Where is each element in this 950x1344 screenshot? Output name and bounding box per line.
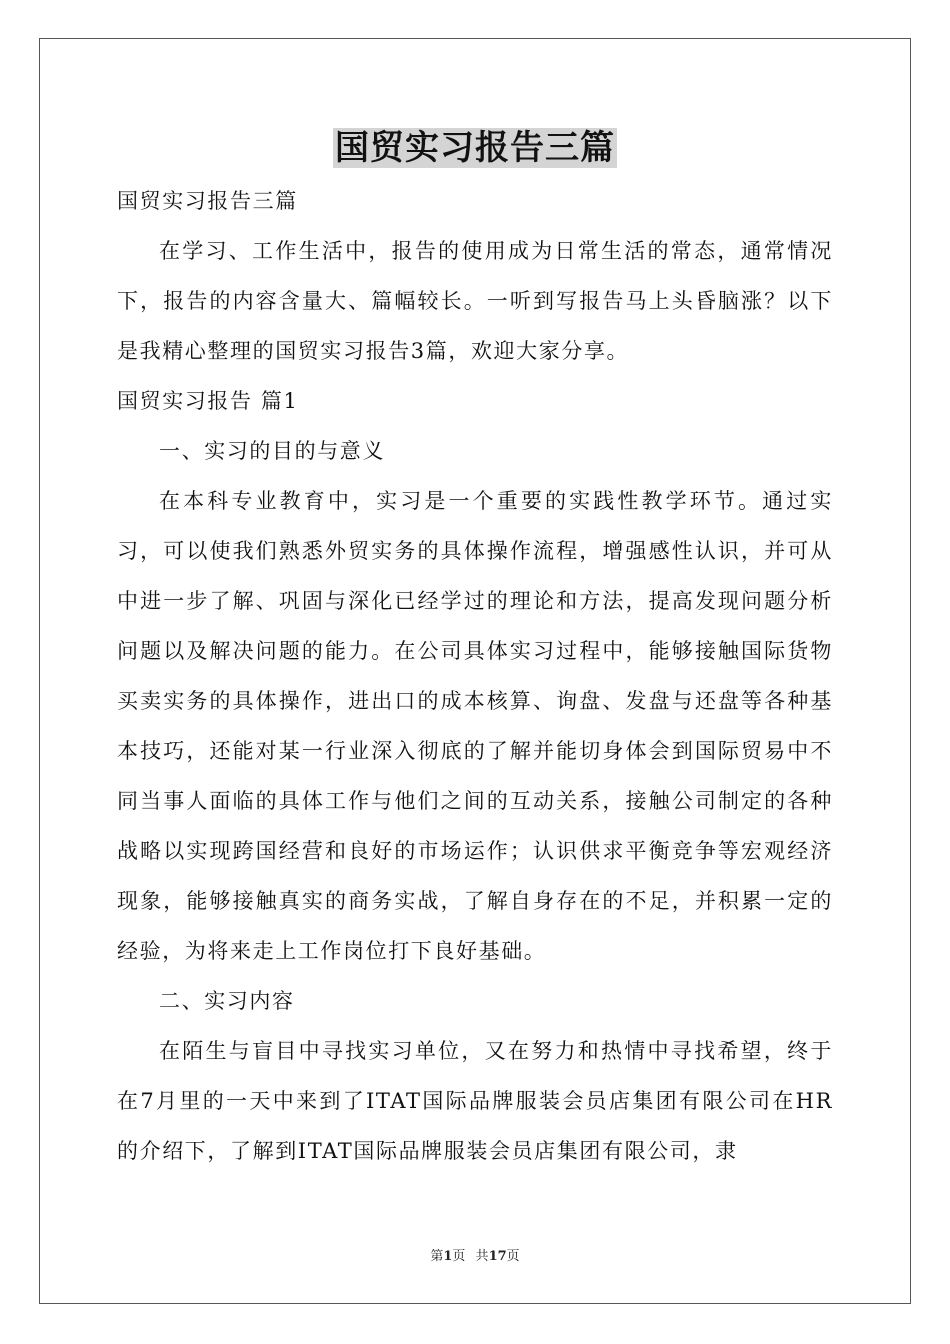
total-suffix: 页 bbox=[506, 1249, 520, 1264]
paragraph-intro: 在学习、工作生活中，报告的使用成为日常生活的常态，通常情况下，报告的内容含量大、篇幅较长。一听到写报告马上头昏脑涨？以下是我精心整理的国贸实习报告3篇，欢迎大家分享。 bbox=[117, 239, 833, 363]
total-indicator bbox=[476, 1249, 520, 1264]
page-footer bbox=[0, 1248, 950, 1266]
page-indicator bbox=[430, 1249, 465, 1264]
page-prefix: 第 bbox=[430, 1249, 444, 1264]
paragraph-purpose: 在本科专业教育中，实习是一个重要的实践性教学环节。通过实习，可以使我们熟悉外贸实务的具体操作流程，增强感性认识，并可从中进一步了解、巩固与深化已经学过的理论和方法，提高发现问题分析问题以及解决问题的能力。在公司具体实习过程中，能够接触国际货物买卖实务的具体操作，进出口的成本核算、询盘、发盘与还盘等各种基本技巧，还能对某一行业深入彻底的了解并能切身体会到国际贸易中不同当事人面临的具体工作与他们之间的互动关系，接触公司制定的各种战略以实现跨国经营和良好的市场运作；认识供求平衡竞争等宏观经济现象，能够接触真实的商务实战，了解自身存在的不足，并积累一定的经验，为将来走上工作岗位打下良好基础。 bbox=[117, 489, 833, 963]
total-prefix: 共 bbox=[475, 1249, 489, 1264]
subheading-content: 二、实习内容 bbox=[159, 989, 295, 1013]
subheading-purpose: 一、实习的目的与意义 bbox=[159, 439, 385, 463]
section-heading-part1: 国贸实习报告 篇1 bbox=[117, 389, 299, 413]
document-title-text: 国贸实习报告三篇 bbox=[335, 128, 615, 168]
page-suffix: 页 bbox=[452, 1249, 466, 1264]
document-title bbox=[0, 126, 950, 170]
page-number: 1 bbox=[443, 1249, 453, 1264]
paragraph-subtitle: 国贸实习报告三篇 bbox=[117, 189, 298, 213]
document-body bbox=[117, 176, 833, 1176]
paragraph-content: 在陌生与盲目中寻找实习单位，又在努力和热情中寻找希望，终于在7月里的一天中来到了ITAT国际品牌服装会员店集团有限公司在HR的介绍下，了解到ITAT国际品牌服装会员店集团有限公司，隶 bbox=[117, 1039, 833, 1163]
total-pages: 17 bbox=[488, 1249, 507, 1264]
